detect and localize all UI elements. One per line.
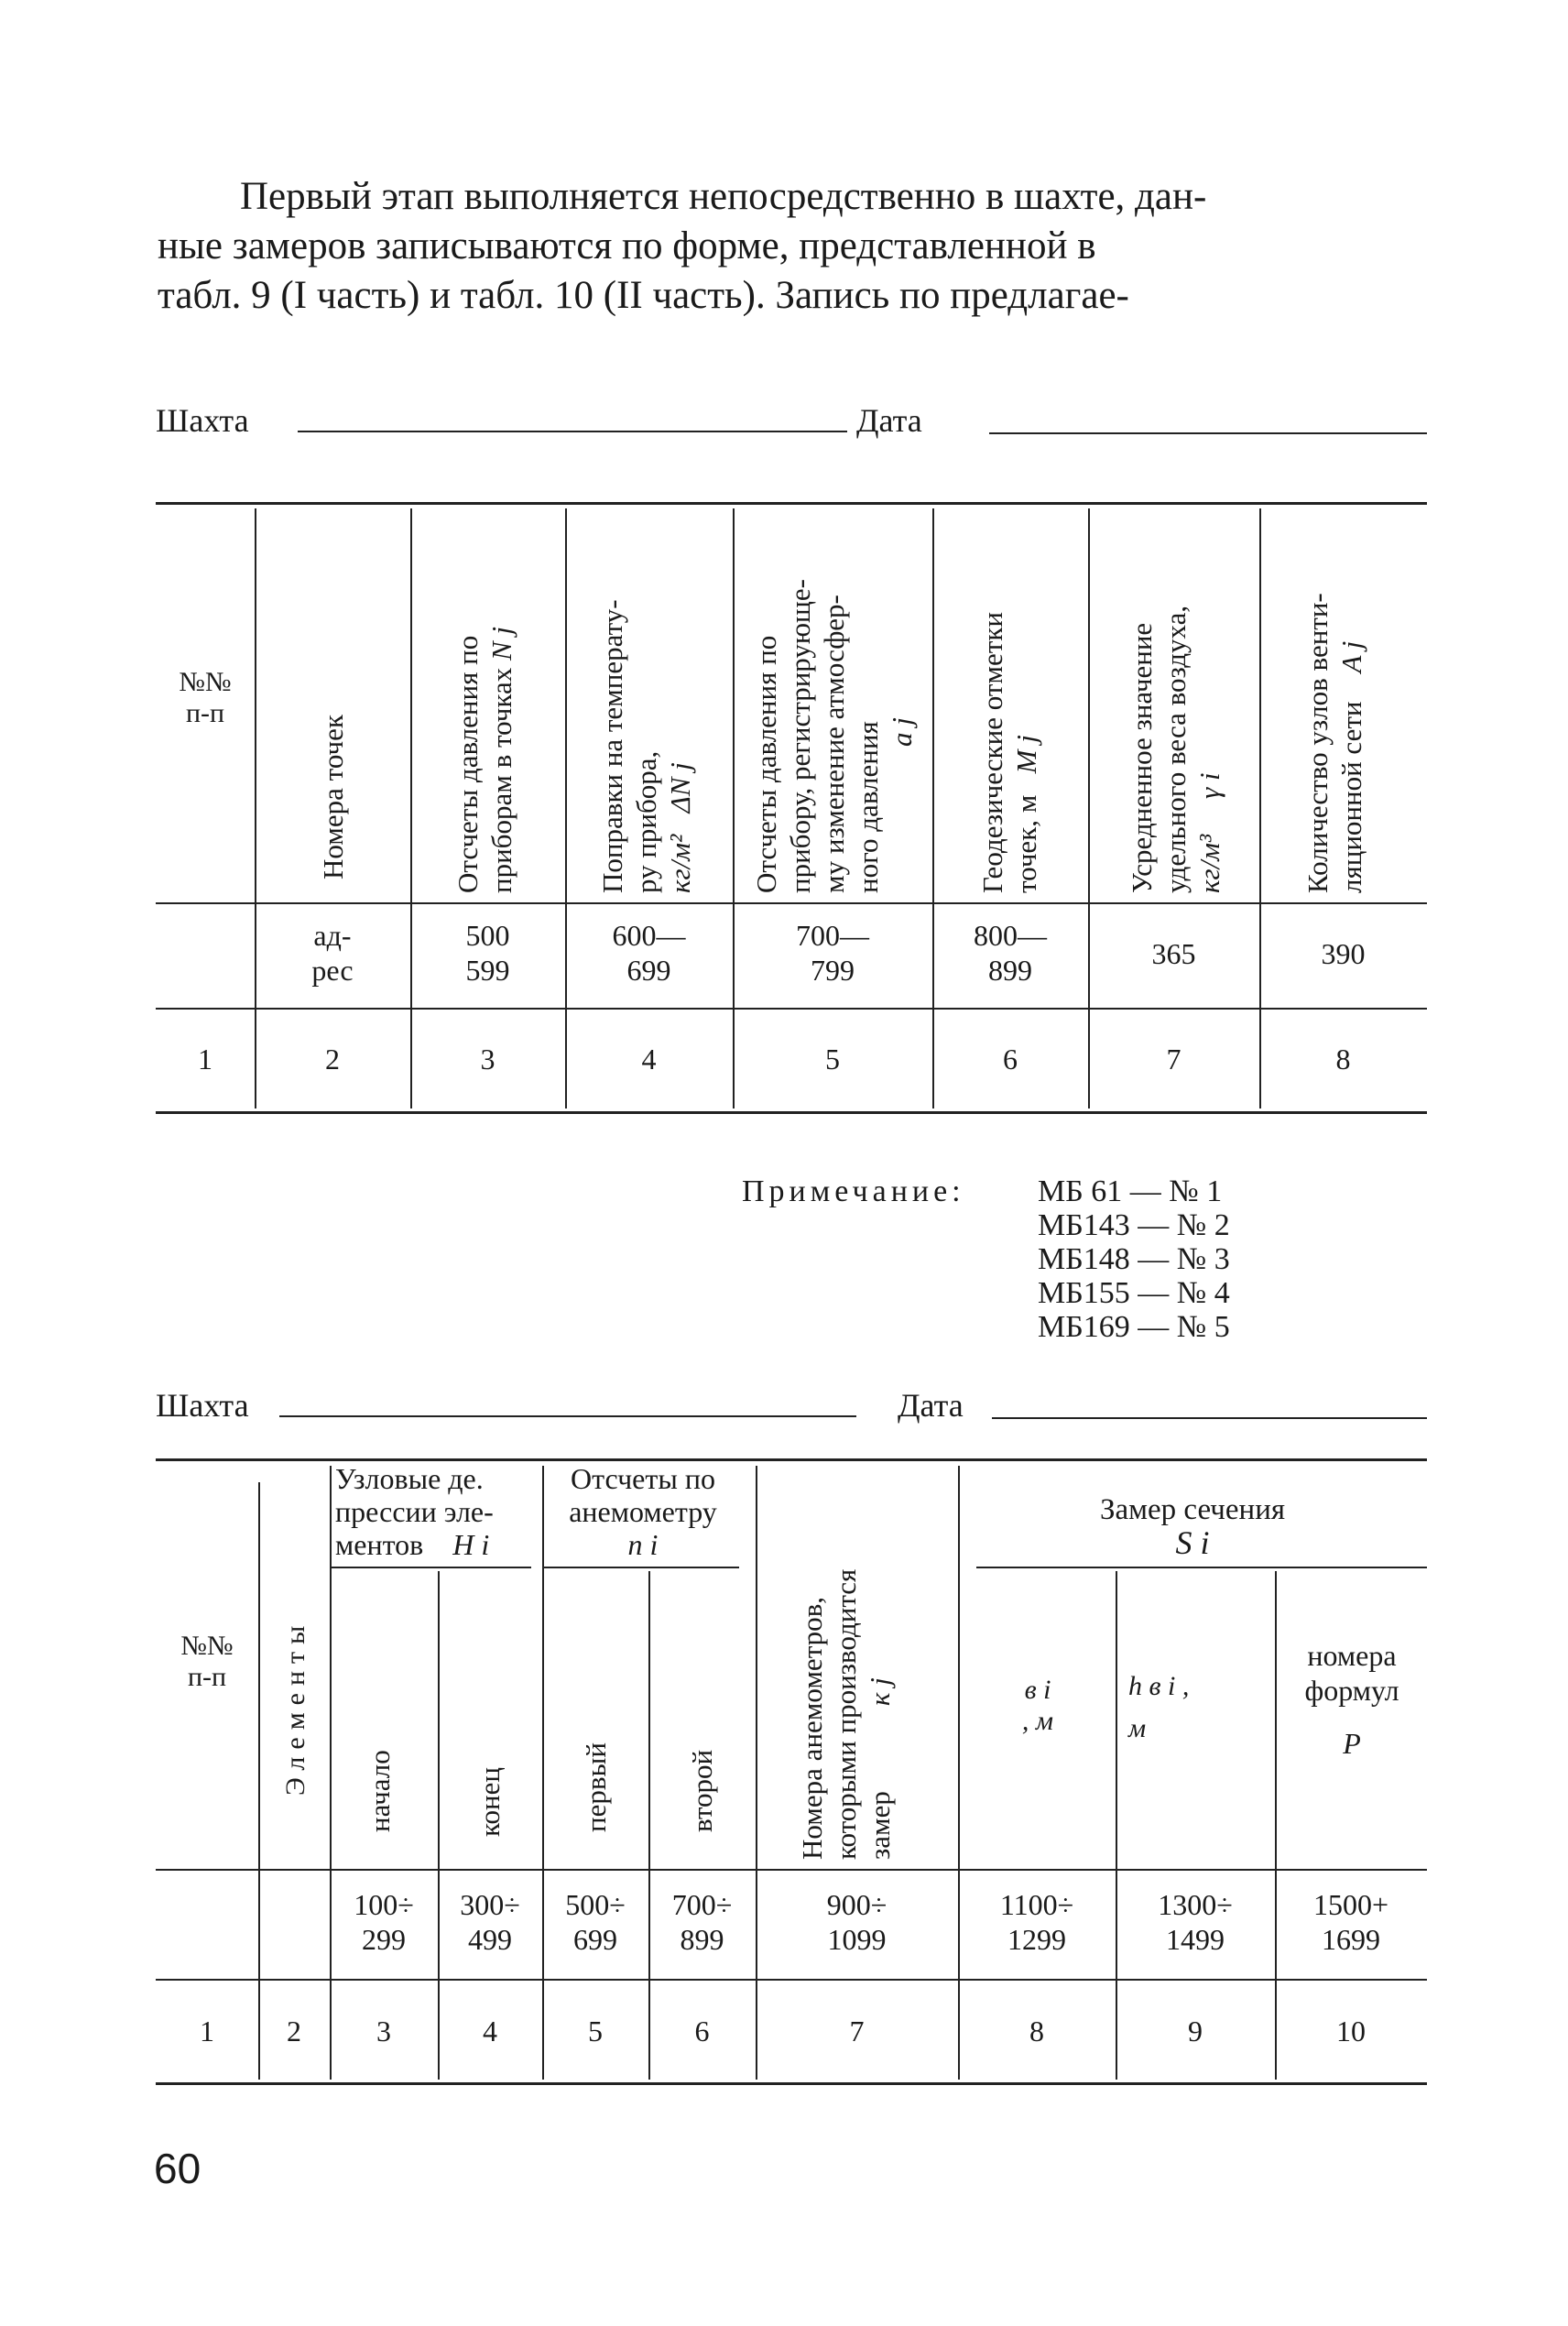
t10-idx-2: 2 (287, 2015, 301, 2048)
t9-vline-5 (932, 508, 934, 1108)
t9-addr-density: 365 (1151, 937, 1196, 970)
t10-idx-8: 8 (1029, 2015, 1044, 2048)
t10-header-depression-line-1: Узловые де. (335, 1462, 484, 1495)
t9-idx-2: 2 (325, 1043, 340, 1076)
t9-header-density-line-2: удельного веса воздуха, (1160, 605, 1192, 893)
t10-header-num (156, 1631, 258, 1693)
t10-idx-7: 7 (849, 2015, 865, 2048)
t9-header-density-line-1: Усредненное значение (1126, 622, 1158, 893)
t10-top-rule (156, 1458, 1427, 1461)
t9-header-atm-line-3: му изменение атмосфер- (818, 595, 850, 893)
t10-header-end-text: конец (474, 1767, 506, 1837)
t10-address-rule (156, 1979, 1427, 1981)
t9-header-atm-line-1: Отсчеты давления по (750, 635, 782, 893)
t10-idx-6: 6 (694, 2015, 710, 2048)
t10-vline-4 (542, 1466, 544, 2080)
t10-idx-3: 3 (376, 2015, 391, 2048)
t9-header-rule (156, 902, 1427, 904)
t9-bottom-rule (156, 1111, 1427, 1114)
t9-addr-points: ад- рес (311, 919, 354, 987)
t10-header-anemometer-line-1: Отсчеты по (571, 1462, 715, 1495)
t9-vline-1 (255, 508, 256, 1108)
t10-anemometer-rule (542, 1567, 739, 1568)
t9-header-pressure (451, 627, 518, 893)
t10-mine-blank (279, 1415, 856, 1417)
t10-addr-formula: 1500+ 1699 (1312, 1888, 1389, 1956)
t9-header-pressure-line-2: приборам в точках N j (485, 626, 517, 893)
note-item-2: МБ143 — № 2 (1038, 1208, 1230, 1242)
t10-header-height (1128, 1665, 1266, 1750)
t9-top-rule (156, 502, 1427, 505)
t10-header-width-line-1: в i (1024, 1675, 1051, 1705)
t10-vline-5 (648, 1571, 650, 2080)
t10-idx-9: 9 (1188, 2015, 1203, 2048)
t10-depression-rule (332, 1567, 531, 1568)
t10-vline-2 (330, 1466, 332, 2080)
t9-idx-4: 4 (641, 1043, 657, 1076)
t9-mine-blank (298, 431, 847, 432)
t9-addr-atm: 700— 799 (796, 919, 869, 987)
t9-idx-3: 3 (480, 1043, 495, 1076)
t9-header-geo (975, 612, 1043, 893)
t9-idx-7: 7 (1166, 1043, 1181, 1076)
t10-header-elements (278, 1619, 312, 1796)
t9-header-correction-line-3: кг/м² ΔN j (664, 762, 696, 893)
t10-header-start (363, 1750, 397, 1832)
intro-paragraph (158, 172, 1431, 321)
intro-line-2: ные замеров записываются по форме, представленной в (158, 224, 1096, 268)
note-label: Примечание: (742, 1174, 965, 1208)
t10-header-depression (335, 1462, 529, 1561)
t9-idx-1: 1 (198, 1043, 212, 1076)
t9-addr-nodes: 390 (1321, 937, 1366, 970)
t10-header-anemometer (546, 1462, 740, 1561)
t10-addr-start: 100÷ 299 (354, 1888, 414, 1956)
t10-header-formula-line-1: номера (1307, 1639, 1397, 1672)
t9-vline-4 (733, 508, 735, 1108)
t10-vline-6 (756, 1466, 757, 2080)
t10-header-end (473, 1767, 506, 1837)
t9-header-correction-line-2: ру прибора, (630, 750, 662, 893)
t10-date-label: Дата (898, 1387, 964, 1424)
t9-header-nodes (1301, 593, 1368, 893)
t9-header-density-line-3: кг/м³ γ i (1193, 772, 1225, 893)
t9-header-points-line-1: Номера точек (317, 715, 349, 879)
t9-date-blank (989, 432, 1427, 434)
t9-addr-correction: 600— 699 (612, 919, 686, 987)
t9-addr-geo: 800— 899 (974, 919, 1047, 987)
intro-line-1: Первый этап выполняется непосредственно в шахте, дан- (240, 175, 1207, 218)
t10-header-formula-line-2: формул (1304, 1674, 1399, 1707)
t9-idx-6: 6 (1003, 1043, 1018, 1076)
t10-addr-first: 500÷ 699 (565, 1888, 626, 1956)
t10-header-height-line-1: h в i , (1128, 1671, 1190, 1701)
t9-header-atm-line-2: прибору, регистрирующе- (784, 579, 816, 893)
note-item-3: МБ148 — № 3 (1038, 1242, 1230, 1276)
t10-idx-5: 5 (588, 2015, 603, 2048)
t9-mine-label: Шахта (156, 402, 249, 439)
t10-idx-4: 4 (483, 2015, 497, 2048)
t10-section-rule (976, 1567, 1427, 1568)
t10-header-anem-numbers-line-3: замер к j (864, 1677, 896, 1860)
t10-header-depression-line-2: прессии эле- (335, 1495, 494, 1528)
t10-header-formula-var: P (1343, 1727, 1361, 1760)
t9-vline-6 (1088, 508, 1090, 1108)
t9-header-atm-line-4: ного давления (852, 721, 884, 893)
t10-header-first-text: первый (580, 1742, 612, 1832)
t9-idx-5: 5 (825, 1043, 840, 1076)
t10-header-height-line-2: м (1128, 1713, 1147, 1743)
t9-header-atm-line-5: a j (886, 717, 918, 747)
t9-header-correction (595, 599, 697, 893)
t10-header-num-line-1: №№ (180, 1631, 234, 1661)
t10-addr-anem-numbers: 900÷ 1099 (826, 1888, 887, 1956)
t10-idx-10: 10 (1336, 2015, 1366, 2048)
t9-header-nodes-line-1: Количество узлов венти- (1301, 593, 1334, 893)
t9-vline-2 (410, 508, 412, 1108)
t10-header-start-text: начало (364, 1750, 396, 1832)
t10-date-blank (992, 1417, 1427, 1419)
t10-header-num-line-2: п-п (187, 1662, 227, 1692)
t10-header-width-line-2: , м (1021, 1706, 1054, 1736)
t10-header-section-title: Замер сечения (1099, 1493, 1286, 1526)
t9-idx-8: 8 (1335, 1043, 1351, 1076)
t10-addr-height: 1300÷ 1499 (1158, 1888, 1233, 1956)
t9-addr-pressure: 500 599 (465, 919, 510, 987)
t9-header-geo-line-1: Геодезические отметки (976, 612, 1008, 893)
t10-bottom-rule (156, 2082, 1427, 2085)
t10-header-width (969, 1675, 1106, 1737)
t9-vline-3 (565, 508, 567, 1108)
note-item-5: МБ169 — № 5 (1038, 1310, 1230, 1344)
t9-header-atm (749, 579, 919, 893)
t10-header-anemometer-line-2: анемометру (569, 1495, 717, 1528)
t10-header-second (685, 1750, 719, 1832)
t10-addr-end: 300÷ 499 (460, 1888, 520, 1956)
t10-addr-width: 1100÷ 1299 (999, 1888, 1074, 1956)
t10-header-first (579, 1742, 613, 1832)
t9-header-geo-line-2: точек, м M j (1010, 735, 1042, 893)
t9-header-points (316, 715, 350, 879)
t10-header-anemometer-var: n i (627, 1528, 659, 1561)
t10-header-rule (156, 1869, 1427, 1871)
note-item-1: МБ 61 — № 1 (1038, 1174, 1223, 1208)
t10-header-second-text: второй (686, 1749, 718, 1832)
t10-header-section (958, 1493, 1427, 1559)
t9-header-num (156, 667, 255, 729)
intro-line-3: табл. 9 (I часть) и табл. 10 (II часть). Запись по предлагае- (158, 274, 1129, 317)
note-item-4: МБ155 — № 4 (1038, 1276, 1230, 1310)
t9-address-rule (156, 1008, 1427, 1010)
t10-addr-second: 700÷ 899 (671, 1888, 733, 1956)
t9-date-label: Дата (856, 402, 922, 439)
note-list (1038, 1174, 1230, 1344)
t9-header-num-line-2: п-п (185, 698, 225, 728)
t9-header-num-line-1: №№ (179, 667, 232, 697)
t9-header-nodes-line-2: ляционной сети A j (1335, 640, 1367, 893)
t10-vline-8 (1116, 1571, 1117, 2080)
t10-mine-label: Шахта (156, 1387, 249, 1424)
t9-header-correction-line-1: Поправки на температу- (596, 599, 628, 893)
t10-vline-3 (438, 1571, 440, 2080)
t10-header-depression-line-3: ментов H i (335, 1528, 490, 1561)
t10-header-formula (1277, 1638, 1427, 1761)
t10-header-section-var: S i (1175, 1524, 1210, 1561)
t9-header-pressure-line-1: Отсчеты давления по (452, 635, 484, 893)
t10-header-anem-numbers-line-2: которыми производится (830, 1568, 862, 1860)
t10-header-elements-text: Элементы (280, 1618, 310, 1796)
t9-header-density (1125, 606, 1226, 893)
t9-vline-7 (1259, 508, 1261, 1108)
page-number: 60 (154, 2145, 201, 2192)
t10-idx-1: 1 (200, 2015, 214, 2048)
t10-header-anem-numbers-line-1: Номера анемометров, (796, 1596, 828, 1860)
t10-vline-1 (258, 1482, 260, 2080)
t10-header-anem-numbers (795, 1569, 897, 1860)
